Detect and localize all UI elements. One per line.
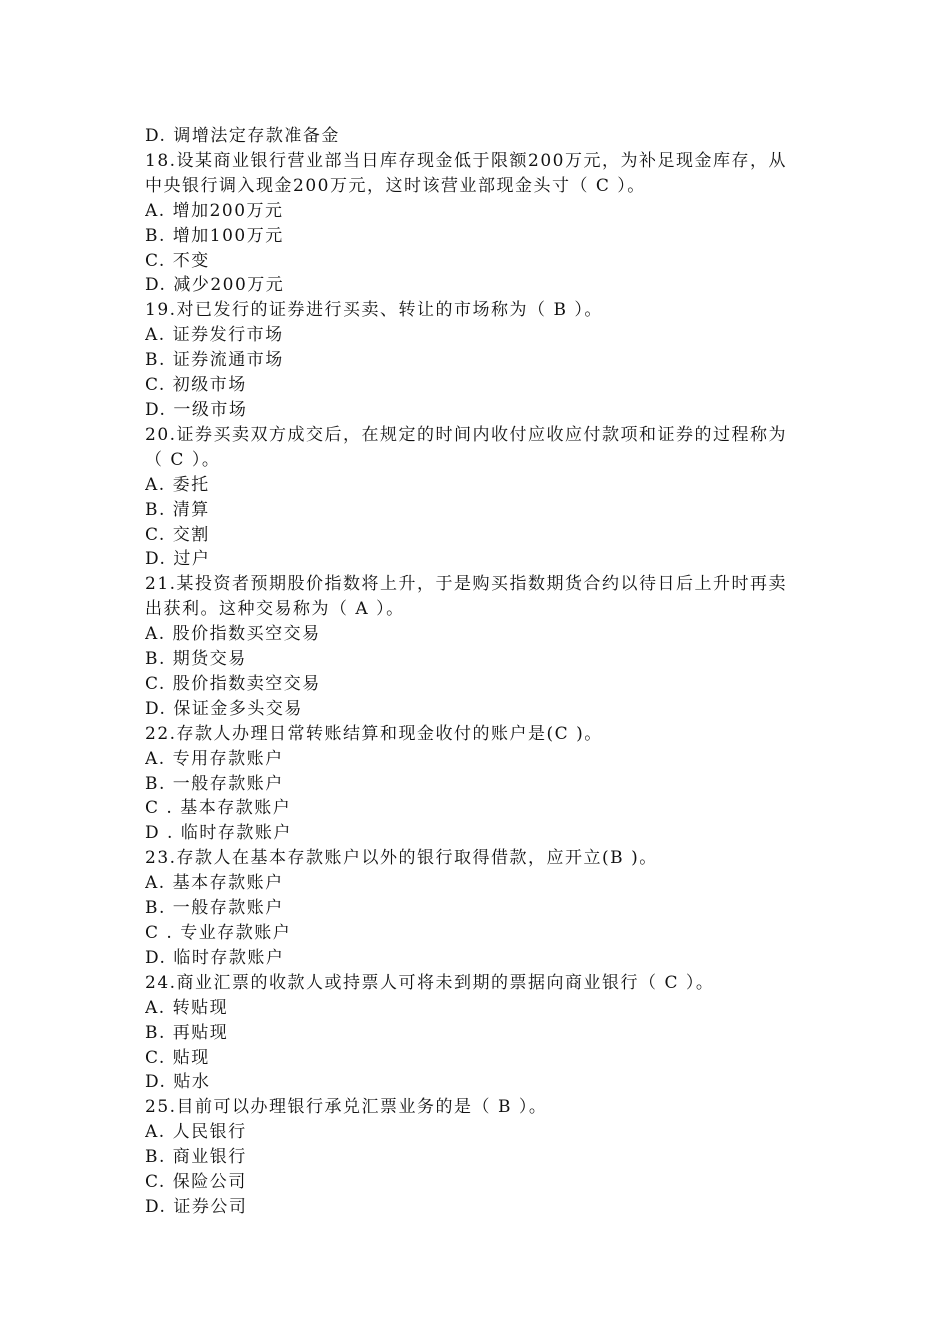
option-text: D. 临时存款账户	[145, 947, 285, 968]
option-text: B. 商业银行	[145, 1147, 247, 1168]
option-text: B. 一般存款账户	[145, 773, 284, 794]
option-text: C. 不变	[145, 250, 210, 271]
question-text: 24.商业汇票的收款人或持票人可将未到期的票据向商业银行（ C ）。	[145, 972, 715, 993]
option-text: C. 贴现	[145, 1047, 210, 1068]
option-text: B. 期货交易	[145, 649, 247, 670]
question-text: 19.对已发行的证券进行买卖、转让的市场称为（ B ）。	[145, 300, 603, 321]
question-text: 22.存款人办理日常转账结算和现金收付的账户是(C )。	[145, 723, 603, 744]
option-text: D. 证券公司	[145, 1196, 248, 1217]
question-text: 18.设某商业银行营业部当日库存现金低于限额200万元，为补足现金库存，从	[145, 150, 787, 171]
option-text: B. 增加100万元	[145, 225, 284, 246]
option-text: D. 减少200万元	[145, 275, 285, 296]
option-text: D . 临时存款账户	[145, 823, 292, 844]
option-text: A. 基本存款账户	[145, 873, 284, 894]
option-text: B. 一般存款账户	[145, 898, 284, 919]
text-line: D. 调增法定存款准备金	[145, 126, 340, 146]
question-text: 21.某投资者预期股价指数将上升，于是购买指数期货合约以待日后上升时再卖	[145, 574, 788, 595]
option-text: C . 基本存款账户	[145, 798, 292, 819]
question-text: 25.目前可以办理银行承兑汇票业务的是（ B ）。	[145, 1097, 548, 1118]
question-text: 出获利。这种交易称为（ A ）。	[145, 599, 405, 620]
option-text: A. 专用存款账户	[145, 748, 284, 769]
option-text: C . 专业存款账户	[145, 923, 292, 943]
option-text: C. 初级市场	[145, 375, 247, 396]
option-text: A. 增加200万元	[145, 200, 284, 221]
option-text: C. 股价指数卖空交易	[145, 673, 321, 694]
question-text: （ C ）。	[145, 449, 221, 470]
option-text: D. 贴水	[145, 1072, 211, 1093]
option-text: C. 交割	[145, 524, 210, 545]
option-text: C. 保险公司	[145, 1172, 247, 1193]
option-text: B. 清算	[145, 499, 210, 520]
option-text: A. 股价指数买空交易	[145, 624, 321, 645]
option-text: A. 人民银行	[145, 1122, 247, 1143]
option-text: D. 一级市场	[145, 399, 248, 420]
option-text: A. 证券发行市场	[145, 325, 284, 346]
option-text: D. 保证金多头交易	[145, 698, 303, 719]
question-text: 23.存款人在基本存款账户以外的银行取得借款，应开立(B )。	[145, 848, 658, 869]
question-text: 20.证券买卖双方成交后，在规定的时间内收付应收应付款项和证券的过程称为	[145, 424, 788, 445]
option-text: A. 委托	[145, 474, 210, 495]
option-text: B. 再贴现	[145, 1022, 229, 1043]
option-text: B. 证券流通市场	[145, 350, 284, 371]
document-body	[145, 124, 815, 1220]
option-text: D. 过户	[145, 549, 211, 570]
option-text: A. 转贴现	[145, 997, 229, 1018]
question-text: 中央银行调入现金200万元，这时该营业部现金头寸（ C ）。	[145, 175, 646, 196]
